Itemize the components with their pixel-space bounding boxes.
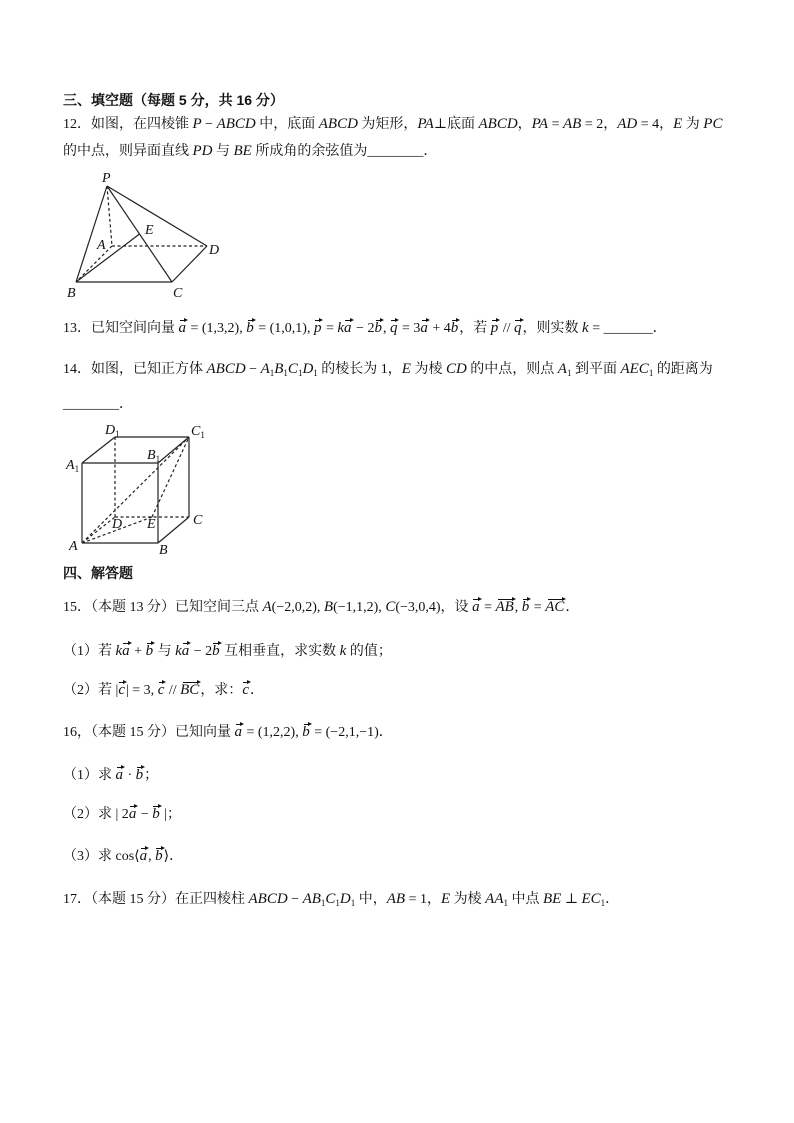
subscript: 1 <box>566 368 572 378</box>
vector-variable: a <box>122 643 130 659</box>
subscript: 1 <box>283 368 288 378</box>
text-run: − <box>245 362 261 377</box>
q15-part-2 <box>63 681 264 701</box>
text-run: 的中点，则点 <box>466 362 558 377</box>
vertex-label-a1: $A_1$ <box>66 458 80 474</box>
subscript: 1 <box>297 368 303 378</box>
subscript: 1 <box>503 898 508 908</box>
math-variable: AB <box>302 891 321 907</box>
text-run: 的值； <box>346 644 392 659</box>
math-variable: PC <box>703 116 723 132</box>
vector-variable: b <box>135 767 144 783</box>
vector-variable: a <box>234 724 242 740</box>
vector-variable: b <box>145 643 154 659</box>
q16-part-1 <box>63 766 158 786</box>
subscript: 1 <box>600 898 606 908</box>
math-variable: A <box>262 599 272 615</box>
text-run: − 2 <box>190 644 213 659</box>
vector-variable: a <box>139 848 148 864</box>
text-run: （1）若 <box>63 644 116 659</box>
math-variable: PA <box>531 116 549 132</box>
text-run: 到平面 <box>571 362 621 377</box>
text-run: ， <box>517 117 532 132</box>
text-run: ⊥底面 <box>433 117 479 132</box>
math-variable: CD <box>445 361 467 377</box>
math-variable: AEC <box>620 361 649 377</box>
text-run: = (−2,1,−1)． <box>310 725 393 740</box>
vector-variable: b <box>521 599 530 615</box>
vertex-label-d: D <box>112 517 123 532</box>
text-run: 为棱 <box>410 362 446 377</box>
subscript: 1 <box>648 368 654 378</box>
vertex-label-a: A <box>69 539 78 554</box>
vertex-label-e: E <box>145 223 154 238</box>
vertex-label-b: B <box>159 543 168 558</box>
text-run: 为矩形， <box>357 117 418 132</box>
text-run: = (1,2,2), <box>243 725 303 740</box>
segment-ac1 <box>82 437 189 543</box>
text-run: = 4， <box>637 117 674 132</box>
math-variable: C <box>287 361 298 377</box>
text-run: + 4 <box>428 321 451 336</box>
math-variable: EC <box>581 891 601 907</box>
text-run: ． <box>119 397 133 412</box>
text-run: − <box>137 807 153 822</box>
text-run: 互相垂直，求实数 <box>220 644 340 659</box>
q17-stem <box>63 889 619 909</box>
edge-pd <box>107 186 207 246</box>
answer-blank: ________ <box>367 144 424 159</box>
text-run: = 2， <box>581 117 618 132</box>
text-run: = <box>548 117 563 132</box>
vector-variable: a <box>344 320 352 336</box>
text-run: 中点 <box>508 892 543 907</box>
text-run: − <box>287 892 303 907</box>
text-run: = <box>322 321 338 336</box>
text-run: 12．如图，在四棱锥 <box>63 117 193 132</box>
text-run: （1）求 <box>63 768 116 783</box>
q14-line-1 <box>63 359 713 379</box>
vector-variable: b <box>155 848 163 864</box>
vector-variable: p <box>490 320 499 336</box>
text-run: 的棱长为 1， <box>317 362 402 377</box>
math-variable: k <box>175 643 182 659</box>
vector-variable: a <box>115 767 123 783</box>
segment-be <box>76 234 140 282</box>
answer-blank: _______ <box>603 321 653 336</box>
text-run: 的距离为 <box>653 362 713 377</box>
text-run: 17．（本题 15 分）在正四棱柱 <box>63 892 249 907</box>
subscript: 1 <box>313 368 318 378</box>
math-variable: E <box>401 361 411 377</box>
math-variable: ABCD <box>248 891 288 907</box>
text-run: = (1,0,1), <box>254 321 314 336</box>
math-variable: k <box>337 320 345 336</box>
q16-part-3 <box>63 847 183 867</box>
answer-blank: ________ <box>63 397 119 412</box>
math-variable: AB <box>386 891 406 907</box>
text-run: , <box>514 600 522 615</box>
text-run: (−3,0,4)，设 <box>395 600 473 615</box>
text-run: |； <box>160 807 182 822</box>
math-variable: k <box>115 643 123 659</box>
q12-line-2 <box>63 141 437 161</box>
math-variable: PA <box>417 116 434 132</box>
text-run: = 1， <box>405 892 441 907</box>
math-variable: D <box>339 891 351 907</box>
text-run: ⊥ <box>561 892 582 907</box>
text-run: ． <box>605 892 620 907</box>
math-variable: D <box>302 361 314 377</box>
text-run: | = 3, <box>125 683 158 698</box>
text-run: ． <box>423 144 438 159</box>
math-variable: ABCD <box>216 116 256 132</box>
text-run: （2）求 | 2 <box>63 807 129 822</box>
math-variable: ABCD <box>206 361 246 377</box>
text-run: − 2 <box>352 321 375 336</box>
text-run: · <box>124 768 136 783</box>
edge-ad <box>82 517 115 543</box>
text-run: ． <box>249 683 264 698</box>
math-variable: BE <box>233 143 252 159</box>
vertex-label-b1: $B_1$ <box>147 448 161 464</box>
text-run: − <box>201 117 217 132</box>
vector-variable: BC <box>180 682 200 698</box>
math-variable: E <box>673 116 683 132</box>
text-run: ，求： <box>200 683 243 698</box>
text-run: ． <box>652 321 667 336</box>
text-run: , <box>148 849 156 864</box>
q16-stem <box>63 723 393 743</box>
math-variable: AA <box>485 891 504 907</box>
vector-variable: q <box>389 320 398 336</box>
edge-a1d1 <box>82 437 115 463</box>
text-run: (−1,1,2), <box>333 600 386 615</box>
subscript: 1 <box>320 898 326 908</box>
text-run: 14．如图，已知正方体 <box>63 362 207 377</box>
vertex-label-a: A <box>97 238 106 253</box>
text-run: = <box>530 600 546 615</box>
text-run: 中，底面 <box>255 117 319 132</box>
math-variable: BE <box>543 891 562 907</box>
vector-variable: b <box>374 320 382 336</box>
vertex-label-p: P <box>102 171 111 186</box>
math-variable: A <box>557 361 567 377</box>
text-run: 所成角的余弦值为 <box>251 144 368 159</box>
math-variable: A <box>260 361 270 377</box>
pyramid-figure <box>55 165 235 305</box>
math-variable: ABCD <box>318 116 358 132</box>
text-run: 为 <box>682 117 704 132</box>
vector-variable: a <box>472 599 480 615</box>
vector-variable: a <box>178 320 186 336</box>
text-run: 与 <box>154 644 176 659</box>
text-run: 15．（本题 13 分）已知空间三点 <box>63 600 263 615</box>
vector-variable: AB <box>495 599 514 615</box>
text-run: ，若 <box>459 321 491 336</box>
text-run: , <box>382 321 390 336</box>
vector-variable: c <box>118 682 125 698</box>
text-run: = <box>480 600 496 615</box>
text-run: ． <box>565 600 580 615</box>
text-run: （3）求 cos⟨ <box>63 849 140 864</box>
edge-cd <box>172 246 207 282</box>
vector-variable: b <box>302 724 310 740</box>
vector-variable: b <box>450 320 459 336</box>
text-run: = <box>588 321 604 336</box>
vector-variable: a <box>181 643 190 659</box>
q14-line-2 <box>63 395 133 415</box>
edge-pb <box>76 186 107 282</box>
edge-pa <box>107 186 112 246</box>
section-heading-solutions: 四、解答题 <box>63 565 133 581</box>
text-run: 与 <box>212 144 234 159</box>
vertex-label-c1: $C_1$ <box>191 424 205 440</box>
subscript: 1 <box>350 898 356 908</box>
math-variable: C <box>385 599 396 615</box>
text-run: = (1,3,2), <box>187 321 247 336</box>
math-variable: ABCD <box>478 116 518 132</box>
text-run: （2）若 | <box>63 683 119 698</box>
vector-variable: AC <box>545 599 565 615</box>
math-variable: AD <box>617 116 638 132</box>
text-run: = 3 <box>398 321 421 336</box>
vertex-label-d1: $D_1$ <box>105 423 120 439</box>
vertex-label-b: B <box>67 286 76 301</box>
math-variable: AB <box>562 116 582 132</box>
text-run: ； <box>144 768 159 783</box>
vector-variable: a <box>420 320 428 336</box>
q16-part-2 <box>63 805 181 825</box>
subscript: 1 <box>269 368 275 378</box>
text-run: 13．已知空间向量 <box>63 321 179 336</box>
vector-variable: p <box>313 320 322 336</box>
vector-variable: b <box>246 320 254 336</box>
vector-variable: b <box>212 643 220 659</box>
math-variable: B <box>274 361 284 377</box>
math-variable: B <box>323 599 334 615</box>
vertex-label-e: E <box>147 517 156 532</box>
section-heading-fill-in: 三、填空题（每题 5 分，共 16 分） <box>63 92 284 108</box>
vertex-label-c: C <box>173 286 183 301</box>
math-variable: k <box>339 643 347 659</box>
text-run: // <box>499 321 515 336</box>
text-run: 16，（本题 15 分）已知向量 <box>63 725 235 740</box>
text-run: + <box>130 644 146 659</box>
cube-figure <box>60 420 210 560</box>
vertex-label-d: D <box>209 243 220 258</box>
text-run: (−2,0,2), <box>271 600 324 615</box>
text-run: // <box>165 683 181 698</box>
subscript: 1 <box>335 898 340 908</box>
math-variable: P <box>192 116 202 132</box>
vector-variable: q <box>514 320 522 336</box>
math-variable: E <box>441 891 451 907</box>
text-run: 中， <box>355 892 387 907</box>
vector-variable: b <box>152 806 160 822</box>
math-variable: k <box>582 320 589 336</box>
q12-line-1 <box>63 114 722 134</box>
q15-part-1 <box>63 641 392 661</box>
vector-variable: c <box>157 682 165 698</box>
text-run: 的中点，则异面直线 <box>63 144 193 159</box>
vector-variable: a <box>128 806 137 822</box>
q15-stem <box>63 597 579 617</box>
text-run: ，则实数 <box>522 321 583 336</box>
text-run: ⟩． <box>163 849 184 864</box>
math-variable: PD <box>192 143 213 159</box>
vertex-label-c: C <box>193 513 203 528</box>
edge-bc <box>158 517 189 543</box>
math-variable: C <box>325 891 336 907</box>
text-run: 为棱 <box>450 892 486 907</box>
q13-line-1 <box>63 318 667 338</box>
vector-variable: c <box>242 682 249 698</box>
